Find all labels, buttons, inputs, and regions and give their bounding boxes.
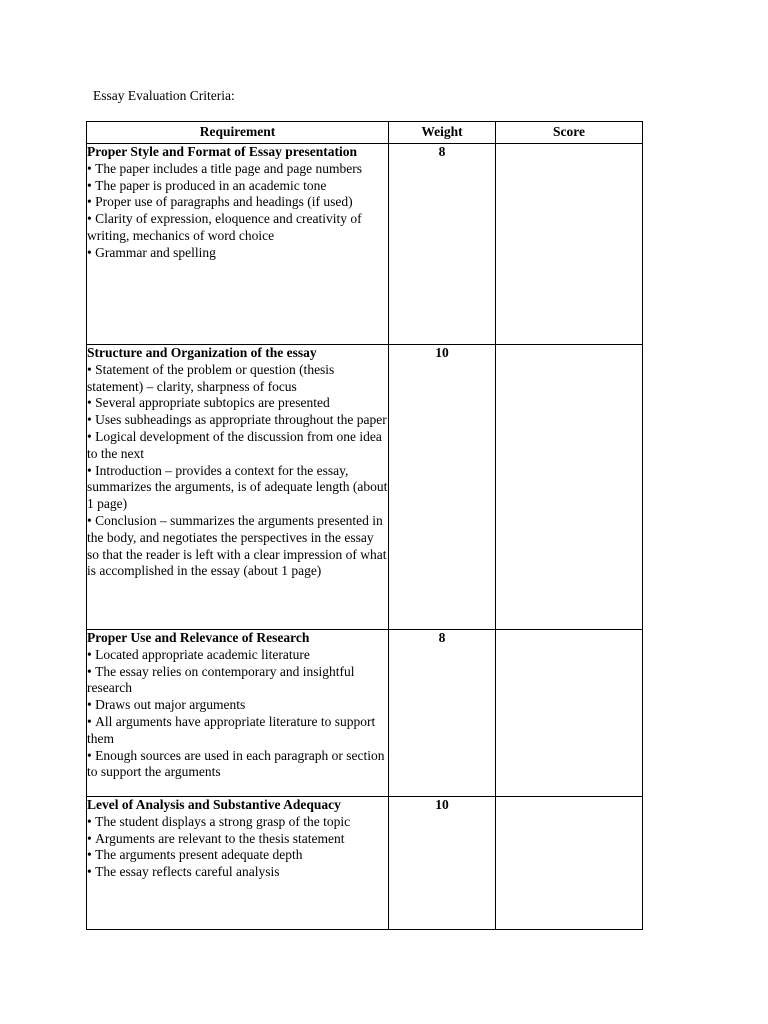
requirement-bullet: • Arguments are relevant to the thesis statement [87, 831, 388, 848]
requirement-bullet: • Proper use of paragraphs and headings (if used) [87, 194, 388, 211]
requirement-bullet: • Clarity of expression, eloquence and creativity of writing, mechanics of word choice [87, 211, 388, 245]
requirement-bullet: • The paper is produced in an academic tone [87, 178, 388, 195]
column-header-weight: Weight [389, 122, 496, 144]
requirement-cell [87, 630, 389, 797]
requirement-bullet: • Located appropriate academic literature [87, 647, 388, 664]
requirement-title: Proper Use and Relevance of Research [87, 630, 310, 645]
requirement-bullet: • The arguments present adequate depth [87, 847, 388, 864]
requirement-cell [87, 345, 389, 630]
requirement-bullet: • Several appropriate subtopics are presented [87, 395, 388, 412]
requirement-bullet: • Draws out major arguments [87, 697, 388, 714]
requirement-bullet: • The essay reflects careful analysis [87, 864, 388, 881]
table-row [87, 797, 643, 930]
requirement-cell [87, 797, 389, 930]
requirement-bullet: • Introduction – provides a context for the essay, summarizes the arguments, is of adequate length (about 1 page) [87, 463, 388, 513]
requirement-bullet: • Conclusion – summarizes the arguments presented in the body, and negotiates the perspectives in the essay so that the reader is left with a clear impression of what is accomplished in the essay (about 1 page) [87, 513, 388, 580]
requirement-bullet-list [87, 814, 388, 881]
table-header-row [87, 122, 643, 144]
requirement-bullet: • The paper includes a title page and page numbers [87, 161, 388, 178]
evaluation-criteria-table [86, 121, 643, 930]
requirement-bullet: • Statement of the problem or question (thesis statement) – clarity, sharpness of focus [87, 362, 388, 396]
weight-cell: 10 [389, 797, 496, 930]
requirement-title: Proper Style and Format of Essay presentation [87, 144, 357, 159]
requirement-bullet: • Grammar and spelling [87, 245, 388, 262]
table-row [87, 345, 643, 630]
column-header-requirement: Requirement [87, 122, 389, 144]
requirement-bullet: • All arguments have appropriate literature to support them [87, 714, 388, 748]
requirement-cell [87, 144, 389, 345]
score-cell[interactable] [496, 144, 643, 345]
score-cell[interactable] [496, 797, 643, 930]
table-row [87, 144, 643, 345]
requirement-bullet: • The student displays a strong grasp of the topic [87, 814, 388, 831]
requirement-bullet-list [87, 647, 388, 781]
requirement-bullet: • Enough sources are used in each paragraph or section to support the arguments [87, 748, 388, 782]
column-header-score: Score [496, 122, 643, 144]
weight-cell: 8 [389, 630, 496, 797]
document-title: Essay Evaluation Criteria: [93, 88, 235, 103]
table-row [87, 630, 643, 797]
weight-cell: 8 [389, 144, 496, 345]
requirement-bullet-list [87, 362, 388, 580]
requirement-title: Structure and Organization of the essay [87, 345, 317, 360]
requirement-bullet: • The essay relies on contemporary and insightful research [87, 664, 388, 698]
score-cell[interactable] [496, 630, 643, 797]
requirement-bullet-list [87, 161, 388, 262]
requirement-title: Level of Analysis and Substantive Adequacy [87, 797, 341, 812]
requirement-bullet: • Logical development of the discussion from one idea to the next [87, 429, 388, 463]
requirement-bullet: • Uses subheadings as appropriate throughout the paper [87, 412, 388, 429]
weight-cell: 10 [389, 345, 496, 630]
score-cell[interactable] [496, 345, 643, 630]
